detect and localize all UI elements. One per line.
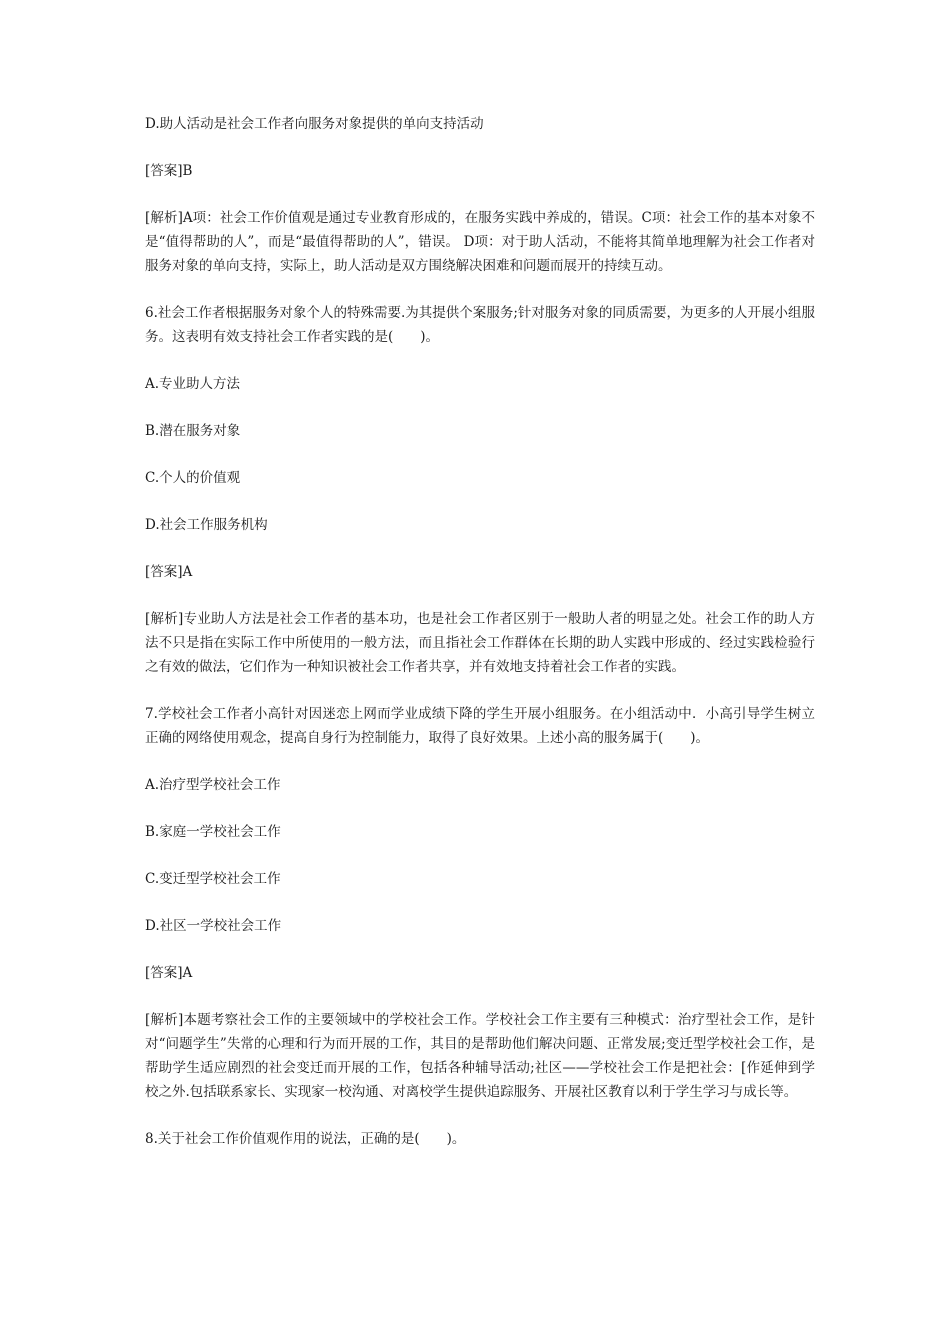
explanation-q5: [解析]A项：社会工作价值观是通过专业教育形成的，在服务实践中养成的，错误。C项：社会工作的基本对象不是“值得帮助的人”，而是“最值得帮助的人”，错误。 D项：对于助人活动，不能将其简单地理解为社会工作者对服务对象的单向支持，实际上，助人活动是双方围绕解决困难和问题而展开的持续互动。	[145, 210, 815, 274]
option-a-q7: A.治疗型学校社会工作	[145, 777, 281, 793]
option-d-q5: D.助人活动是社会工作者向服务对象提供的单向支持活动	[145, 116, 484, 132]
option-d-q7: D.社区一学校社会工作	[145, 918, 282, 934]
explanation-q6: [解析]专业助人方法是社会工作者的基本功，也是社会工作者区别于一般助人者的明显之处。社会工作的助人方法不只是指在实际工作中所使用的一般方法，而且指社会工作群体在长期的助人实践中形成的、经过实践检验行之有效的做法，它们作为一种知识被社会工作者共享，并有效地支持着社会工作者的实践。	[145, 611, 815, 675]
question-6: 6.社会工作者根据服务对象个人的特殊需要.为其提供个案服务;针对服务对象的同质需要，为更多的人开展小组服务。这表明有效支持社会工作者实践的是( )。	[145, 305, 815, 345]
option-b-q7: B.家庭一学校社会工作	[145, 824, 281, 840]
option-c-q6: C.个人的价值观	[145, 470, 241, 486]
answer-q7: [答案]A	[145, 965, 193, 981]
option-d-q6: D.社会工作服务机构	[145, 517, 268, 533]
question-7: 7.学校社会工作者小高针对因迷恋上网而学业成绩下降的学生开展小组服务。在小组活动中．小高引导学生树立正确的网络使用观念，提高自身行为控制能力，取得了良好效果。上述小高的服务属于( )。	[145, 706, 815, 746]
answer-q5: [答案]B	[145, 163, 193, 179]
option-c-q7: C.变迁型学校社会工作	[145, 871, 281, 887]
document-page	[145, 112, 815, 1174]
explanation-q7: [解析]本题考察社会工作的主要领域中的学校社会工作。学校社会工作主要有三种模式：治疗型社会工作，是针对“问题学生”失常的心理和行为而开展的工作，其目的是帮助他们解决问题、正常发展;变迁型学校社会工作，是帮助学生适应剧烈的社会变迁而开展的工作，包括各种辅导活动;社区——学校社会工作是把社会：[作延伸到学校之外.包括联系家长、实现家一校沟通、对离校学生提供追踪服务、开展社区教育以利于学生学习与成长等。	[145, 1012, 815, 1100]
answer-q6: [答案]A	[145, 564, 193, 580]
option-b-q6: B.潜在服务对象	[145, 423, 241, 439]
question-8: 8.关于社会工作价值观作用的说法，正确的是( )。	[145, 1131, 466, 1147]
option-a-q6: A.专业助人方法	[145, 376, 241, 392]
